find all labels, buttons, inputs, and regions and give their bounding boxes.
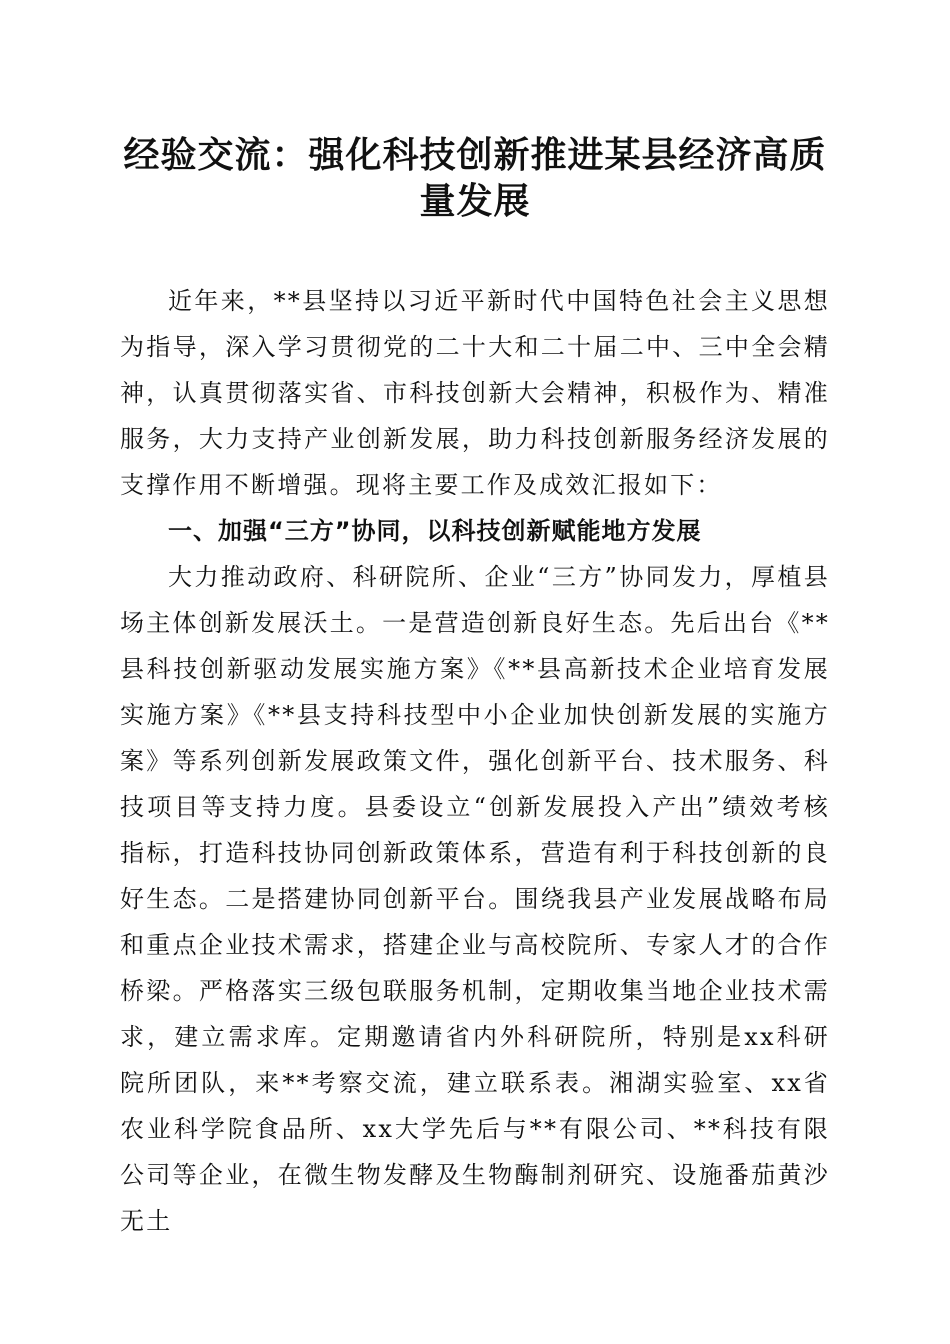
section-paragraph-1: 大力推动政府、科研院所、企业“三方”协同发力，厚植县场主体创新发展沃土。一是营造创新良好生态。先后出台《**县科技创新驱动发展实施方案》《**县高新技术企业培育发展实施方案》《**县支持科技型中小企业加快创新发展的实施方案》等系列创新发展政策文件，强化创新平台、技术服务、科技项目等支持力度。县委设立“创新发展投入产出”绩效考核指标，打造科技协同创新政策体系，营造有利于科技创新的良好生态。二是搭建协同创新平台。围绕我县产业发展战略布局和重点企业技术需求，搭建企业与高校院所、专家人才的合作桥梁。严格落实三级包联服务机制，定期收集当地企业技术需求，建立需求库。定期邀请省内外科研院所，特别是xx科研院所团队，来**考察交流，建立联系表。湘湖实验室、xx省农业科学院食品所、xx大学先后与**有限公司、**科技有限公司等企业，在微生物发酵及生物酶制剂研究、设施番茄黄沙无土: [120, 563, 830, 1235]
section-heading-1: 一、加强“三方”协同，以科技创新赋能地方发展: [168, 517, 702, 545]
document-body: [120, 278, 830, 1244]
document-title: 经验交流：强化科技创新推进某县经济高质量发展: [123, 134, 827, 222]
intro-paragraph: 近年来，**县坚持以习近平新时代中国特色社会主义思想为指导，深入学习贯彻党的二十大和二十届二中、三中全会精神，认真贯彻落实省、市科技创新大会精神，积极作为、精准服务，大力支持产业创新发展，助力科技创新服务经济发展的支撑作用不断增强。现将主要工作及成效汇报如下：: [120, 287, 830, 499]
